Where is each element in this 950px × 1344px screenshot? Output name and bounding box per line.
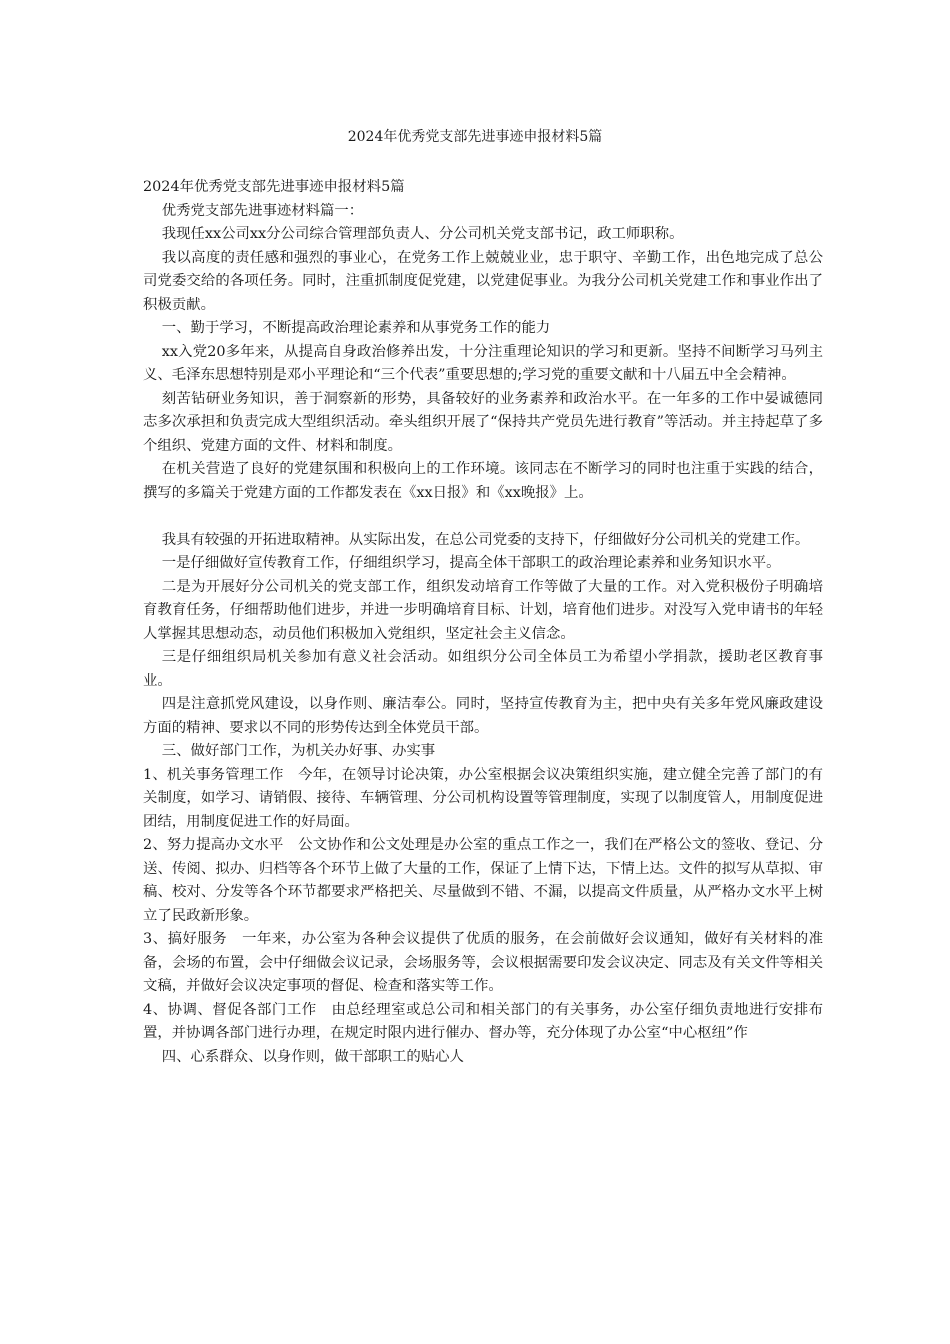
list-item: 4、协调、督促各部门工作 由总经理室或总公司和相关部门的有关事务，办公室仔细负责地进行安排布置，并协调各部门进行办理，在规定时限内进行催办、督办等，充分体现了办公室“中心枢纽”作 xyxy=(143,1001,823,1041)
paragraph: 三是仔细组织局机关参加有意义社会活动。如组织分公司全体员工为希望小学捐款，援助老区教育事业。 xyxy=(143,649,823,689)
paragraph: 刻苦钻研业务知识，善于洞察新的形势，具备较好的业务素养和政治水平。在一年多的工作中晏诚德同志多次承担和负责完成大型组织活动。牵头组织开展了“保持共产党员先进行教育”等活动。并主持起草了多个组织、党建方面的文件、材料和制度。 xyxy=(143,390,823,454)
section-heading: 三、做好部门工作，为机关办好事、办实事 xyxy=(161,743,436,759)
paragraph: 我以高度的责任感和强烈的事业心，在党务工作上兢兢业业，忠于职守、辛勤工作，出色地完成了总公司党委交给的各项任务。同时，注重抓制度促党建，以党建促事业。为我分公司机关党建工作和事业作出了积极贡献。 xyxy=(143,249,823,313)
paragraph: 四是注意抓党风建设，以身作则、廉洁奉公。同时，坚持宣传教育为主，把中央有关多年党风廉政建设方面的精神、要求以不同的形势传达到全体党员干部。 xyxy=(143,696,823,736)
body-heading: 2024年优秀党支部先进事迹申报材料5篇 xyxy=(143,179,405,195)
paragraph: 我具有较强的开拓进取精神。从实际出发，在总公司党委的支持下，仔细做好分公司机关的党建工作。 xyxy=(161,531,810,548)
section-heading: 四、心系群众、以身作则，做干部职工的贴心人 xyxy=(161,1048,464,1065)
document-body xyxy=(143,176,823,1069)
list-item: 1、机关事务管理工作 今年，在领导讨论决策，办公室根据会议决策组织实施，建立健全完善了部门的有关制度，如学习、请销假、接待、车辆管理、分公司机构设置等管理制度，实现了以制度管人，用制度促进团结，用制度促进工作的好局面。 xyxy=(143,766,823,830)
paragraph: 二是为开展好分公司机关的党支部工作，组织发动培育工作等做了大量的工作。对入党积极份子明确培育教育任务，仔细帮助他们进步，并进一步明确培育目标、计划，培育他们进步。对没写入党申请书的年轻人掌握其思想动态，动员他们积极加入党组织，坚定社会主义信念。 xyxy=(143,578,823,642)
paragraph: 在机关营造了良好的党建氛围和积极向上的工作环境。该同志在不断学习的同时也注重于实践的结合，撰写的多篇关于党建方面的工作都发表在《xx日报》和《xx晚报》上。 xyxy=(143,461,823,501)
list-item: 3、搞好服务 一年来，办公室为各种会议提供了优质的服务，在会前做好会议通知，做好有关材料的准备，会场的布置，会中仔细做会议记录，会场服务等，会议根据需要印发会议决定、同志及有关文件等相关文稿，并做好会议决定事项的督促、检查和落实等工作。 xyxy=(143,931,823,994)
page-title: 2024年优秀党支部先进事迹申报材料5篇 xyxy=(347,129,603,145)
paragraph: 我现任xx公司xx分公司综合管理部负责人、分公司机关党支部书记，政工师职称。 xyxy=(161,226,684,242)
paragraph: xx入党20多年来，从提高自身政治修养出发，十分注重理论知识的学习和更新。坚持不间断学习马列主义、毛泽东思想特别是邓小平理论和“三个代表”重要思想的;学习党的重要文献和十八届五中全会精神。 xyxy=(143,343,823,383)
section-heading: 一、勤于学习，不断提高政治理论素养和从事党务工作的能力 xyxy=(161,320,551,336)
blank-line xyxy=(143,505,823,529)
list-item: 2、努力提高办文水平 公文协作和公文处理是办公室的重点工作之一，我们在严格公文的签收、登记、分送、传阅、拟办、归档等各个环节上做了大量的工作，保证了上情下达，下情上达。文件的拟写从草拟、审稿、校对、分发等各个环节都要求严格把关、尽量做到不错、不漏，以提高文件质量，从严格办文水平上树立了民政新形象。 xyxy=(143,837,823,924)
section-heading: 优秀党支部先进事迹材料篇一： xyxy=(161,202,364,219)
paragraph: 一是仔细做好宣传教育工作，仔细组织学习，提高全体干部职工的政治理论素养和业务知识水平。 xyxy=(161,555,781,571)
